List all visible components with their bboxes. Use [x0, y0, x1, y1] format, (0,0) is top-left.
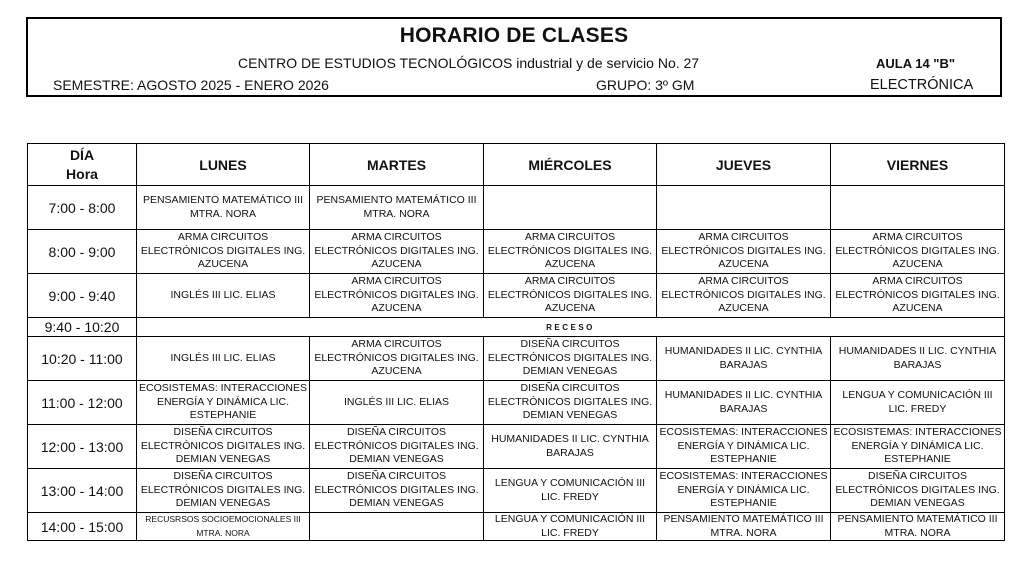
class-cell: ARMA CIRCUITOS ELECTRÓNICOS DIGITALES ING. AZUCENA — [310, 274, 484, 318]
class-cell: DISEÑA CIRCUITOS ELECTRÓNICOS DIGITALES ING. DEMIAN VENEGAS — [484, 337, 657, 381]
class-cell: ARMA CIRCUITOS ELECTRÓNICOS DIGITALES ING. AZUCENA — [831, 230, 1005, 274]
schedule-table — [27, 143, 1005, 541]
table-row — [28, 230, 1005, 274]
table-row — [28, 425, 1005, 469]
class-cell: INGLÉS III LIC. ELIAS — [137, 337, 310, 381]
time-slot: 7:00 - 8:00 — [28, 186, 137, 230]
class-cell: DISEÑA CIRCUITOS ELECTRÓNICOS DIGITALES ING. DEMIAN VENEGAS — [831, 469, 1005, 513]
page-title: HORARIO DE CLASES — [399, 24, 629, 47]
class-cell — [657, 186, 831, 230]
class-cell: HUMANIDADES II LIC. CYNTHIA BARAJAS — [484, 425, 657, 469]
class-cell: HUMANIDADES II LIC. CYNTHIA BARAJAS — [657, 381, 831, 425]
class-cell: DISEÑA CIRCUITOS ELECTRÓNICOS DIGITALES ING. DEMIAN VENEGAS — [310, 425, 484, 469]
time-slot: 14:00 - 15:00 — [28, 513, 137, 541]
dia-label: DÍA — [69, 146, 95, 163]
class-cell: RECUSRSOS SOCIOEMOCIONALES III MTRA. NORA — [137, 513, 310, 541]
day-header: MARTES — [310, 144, 484, 186]
schedule-header — [26, 17, 1002, 97]
time-slot: 12:00 - 13:00 — [28, 425, 137, 469]
class-cell: LENGUA Y COMUNICACIÓN III LIC. FREDY — [831, 381, 1005, 425]
school-name: CENTRO DE ESTUDIOS TECNOLÓGICOS industrial y de servicio No. 27 — [238, 55, 700, 71]
time-slot: 10:20 - 11:00 — [28, 337, 137, 381]
time-slot: 8:00 - 9:00 — [28, 230, 137, 274]
class-cell: DISEÑA CIRCUITOS ELECTRÓNICOS DIGITALES ING. DEMIAN VENEGAS — [137, 425, 310, 469]
class-cell: HUMANIDADES II LIC. CYNTHIA BARAJAS — [831, 337, 1005, 381]
class-cell: DISEÑA CIRCUITOS ELECTRÓNICOS DIGITALES ING. DEMIAN VENEGAS — [137, 469, 310, 513]
class-cell: PENSAMIENTO MATEMÁTICO III MTRA. NORA — [310, 186, 484, 230]
class-cell: ARMA CIRCUITOS ELECTRÓNICOS DIGITALES ING. AZUCENA — [310, 337, 484, 381]
table-row — [28, 186, 1005, 230]
class-cell: INGLÉS III LIC. ELIAS — [137, 274, 310, 318]
class-cell: ARMA CIRCUITOS ELECTRÓNICOS DIGITALES ING. AZUCENA — [137, 230, 310, 274]
class-cell — [831, 186, 1005, 230]
class-cell: ARMA CIRCUITOS ELECTRÓNICOS DIGITALES ING. AZUCENA — [657, 230, 831, 274]
class-cell: HUMANIDADES II LIC. CYNTHIA BARAJAS — [657, 337, 831, 381]
class-cell — [310, 513, 484, 541]
time-slot: 9:00 - 9:40 — [28, 274, 137, 318]
day-header: MIÉRCOLES — [484, 144, 657, 186]
class-cell: ARMA CIRCUITOS ELECTRÓNICOS DIGITALES ING. AZUCENA — [831, 274, 1005, 318]
class-cell: PENSAMIENTO MATEMÁTICO III MTRA. NORA — [137, 186, 310, 230]
table-row — [28, 274, 1005, 318]
class-cell: LENGUA Y COMUNICACIÓN III LIC. FREDY — [484, 469, 657, 513]
table-row — [28, 337, 1005, 381]
receso-cell: RECESO — [137, 318, 1005, 337]
class-cell: LENGUA Y COMUNICACIÓN III LIC. FREDY — [484, 513, 657, 541]
time-slot: 13:00 - 14:00 — [28, 469, 137, 513]
day-header: LUNES — [137, 144, 310, 186]
table-row — [28, 469, 1005, 513]
group-label: GRUPO: 3º GM — [596, 77, 695, 93]
table-header-row — [28, 144, 1005, 186]
class-cell: ECOSISTEMAS: INTERACCIONES ENERGÍA Y DINÁMICA LIC. ESTEPHANIE — [831, 425, 1005, 469]
specialty-label: ELECTRÓNICA — [870, 77, 974, 93]
classroom-label: AULA 14 "B" — [876, 56, 956, 71]
class-cell: ARMA CIRCUITOS ELECTRÓNICOS DIGITALES ING. AZUCENA — [310, 230, 484, 274]
class-cell: PENSAMIENTO MATEMÁTICO III MTRA. NORA — [831, 513, 1005, 541]
day-header: VIERNES — [831, 144, 1005, 186]
class-cell: ECOSISTEMAS: INTERACCIONES ENERGÍA Y DINÁMICA LIC. ESTEPHANIE — [657, 425, 831, 469]
day-header: JUEVES — [657, 144, 831, 186]
time-slot: 11:00 - 12:00 — [28, 381, 137, 425]
table-row — [28, 513, 1005, 541]
day-hour-header — [28, 144, 137, 186]
class-cell: ECOSISTEMAS: INTERACCIONES ENERGÍA Y DINÁMICA LIC. ESTEPHANIE — [657, 469, 831, 513]
class-cell: ARMA CIRCUITOS ELECTRÓNICOS DIGITALES ING. AZUCENA — [484, 230, 657, 274]
class-cell: DISEÑA CIRCUITOS ELECTRÓNICOS DIGITALES ING. DEMIAN VENEGAS — [484, 381, 657, 425]
class-cell: INGLÉS III LIC. ELIAS — [310, 381, 484, 425]
class-cell — [484, 186, 657, 230]
table-row — [28, 381, 1005, 425]
class-cell: ARMA CIRCUITOS ELECTRÓNICOS DIGITALES ING. AZUCENA — [484, 274, 657, 318]
hora-label: Hora — [66, 165, 98, 182]
semester-label: SEMESTRE: AGOSTO 2025 - ENERO 2026 — [53, 77, 329, 93]
class-cell: DISEÑA CIRCUITOS ELECTRÓNICOS DIGITALES ING. DEMIAN VENEGAS — [310, 469, 484, 513]
class-cell: ECOSISTEMAS: INTERACCIONES ENERGÍA Y DINÁMICA LIC. ESTEPHANIE — [137, 381, 310, 425]
receso-row — [28, 318, 1005, 337]
class-cell: PENSAMIENTO MATEMÁTICO III MTRA. NORA — [657, 513, 831, 541]
time-slot: 9:40 - 10:20 — [28, 318, 137, 337]
class-cell: ARMA CIRCUITOS ELECTRÓNICOS DIGITALES ING. AZUCENA — [657, 274, 831, 318]
